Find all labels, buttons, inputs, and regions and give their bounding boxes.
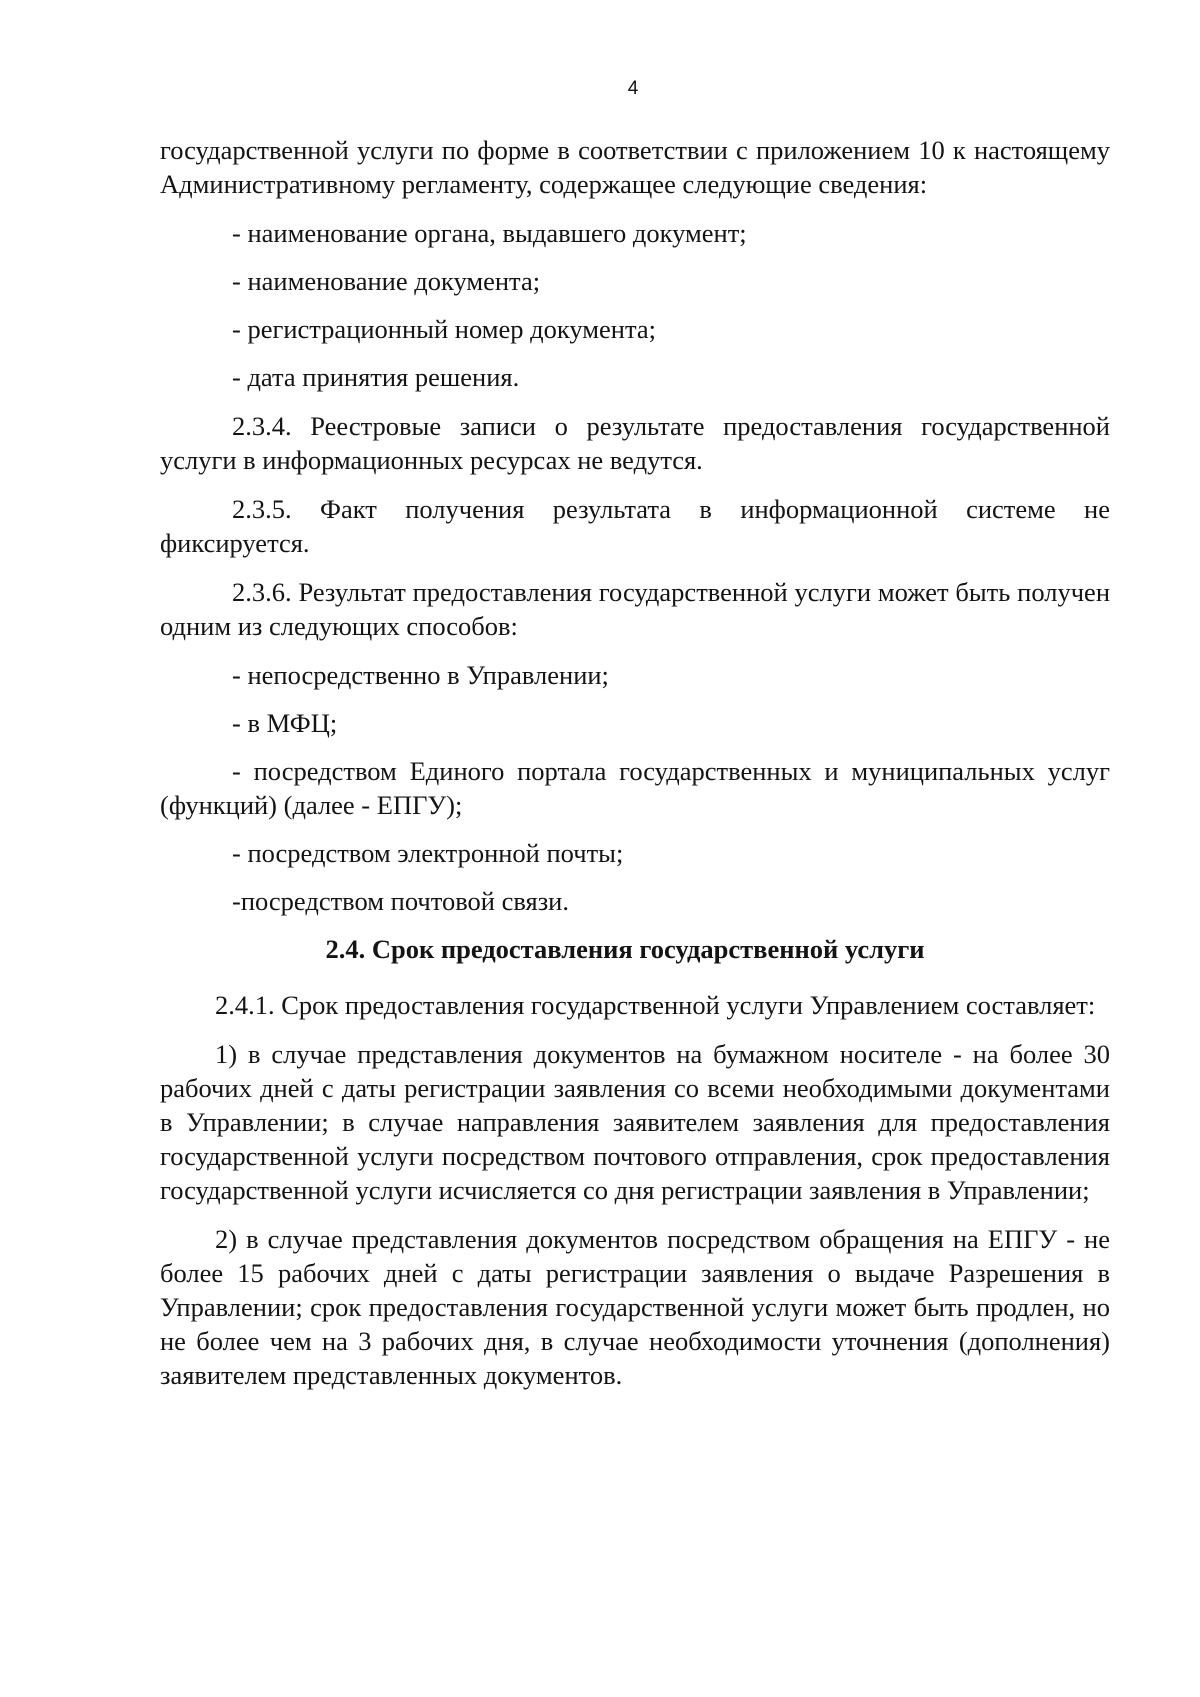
list-item: - наименование органа, выдавшего документ;: [232, 218, 747, 248]
list-item: - посредством электронной почты;: [232, 838, 624, 868]
list-item: - регистрационный номер документа;: [232, 314, 656, 344]
list-item: - посредством Единого портала государственных и муниципальных услуг (функций) (далее - ЕПГУ);: [160, 756, 1110, 820]
paragraph-item-2: 2) в случае представления документов посредством обращения на ЕПГУ - не более 15 рабочих дней с даты регистрации заявления о выдаче Разрешения в Управлении; срок предоставления государственной услуги может быть продлен, но не более чем на 3 рабочих дня, в случае необходимости уточнения (дополнения) заявителем представленных документов.: [160, 1224, 1110, 1390]
list-item: -посредством почтовой связи.: [232, 886, 569, 916]
list-item: - дата принятия решения.: [232, 362, 520, 392]
paragraph-2-3-5: 2.3.5. Факт получения результата в информационной системе не фиксируется.: [160, 494, 1110, 558]
list-item: - в МФЦ;: [232, 708, 338, 738]
document-body: [160, 133, 1110, 1392]
paragraph-2-3-6: 2.3.6. Результат предоставления государственной услуги может быть получен одним из следующих способов:: [160, 577, 1110, 641]
page-number: 4: [627, 78, 639, 99]
list-item: - непосредственно в Управлении;: [232, 660, 609, 690]
paragraph-intro: государственной услуги по форме в соответствии с приложением 10 к настоящему Административному регламенту, содержащее следующие сведения:: [160, 135, 1110, 199]
paragraph-2-3-4: 2.3.4. Реестровые записи о результате предоставления государственной услуги в информационных ресурсах не ведутся.: [160, 411, 1110, 475]
section-heading: 2.4. Срок предоставления государственной услуги: [325, 934, 925, 964]
paragraph-2-4-1: 2.4.1. Срок предоставления государственной услуги Управлением составляет:: [215, 990, 1096, 1020]
list-item: - наименование документа;: [232, 266, 541, 296]
paragraph-item-1: 1) в случае представления документов на бумажном носителе - на более 30 рабочих дней с даты регистрации заявления со всеми необходимыми документами в Управлении; в случае направления заявителем заявления для предоставления государственной услуги посредством почтового отправления, срок предоставления государственной услуги исчисляется со дня регистрации заявления в Управлении;: [160, 1039, 1110, 1205]
